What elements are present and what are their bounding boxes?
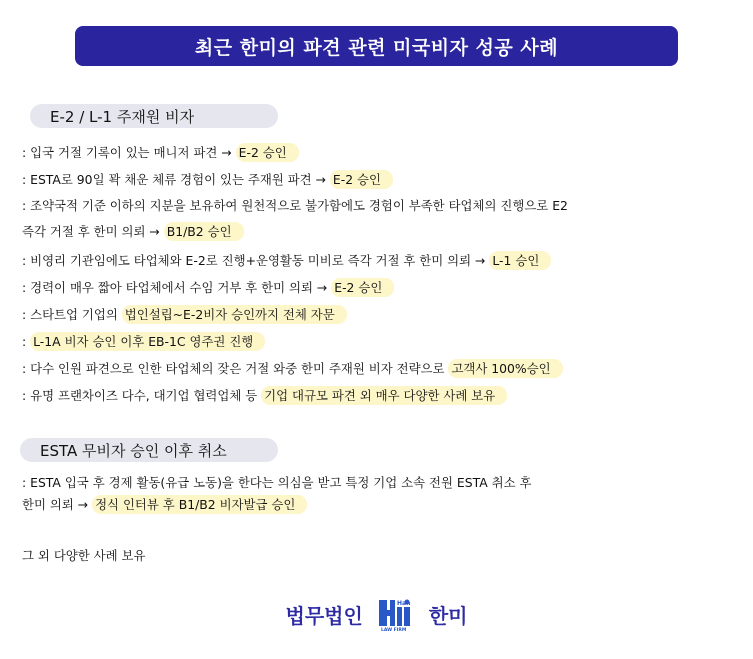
list-item: : 유명 프랜차이즈 다수, 대기업 협력업체 등 기업 대규모 파견 외 매우 다양한 사례 보유 — [22, 387, 507, 404]
highlight: E-2 승인 — [236, 143, 299, 162]
list-item: : 다수 인원 파견으로 인한 타업체의 잦은 거절 와중 한미 주재원 비자 전략으로 고객사 100%승인 — [22, 360, 563, 377]
list-item: : ESTA로 90일 꽉 채운 체류 경험이 있는 주재원 파견 → E-2 승인 — [22, 171, 393, 188]
firm-name: 한미 — [428, 603, 468, 628]
svg-text:Han: Han — [396, 600, 411, 607]
highlight: E-2 승인 — [331, 278, 394, 297]
esta-line-2: 한미 의뢰 → 정식 인터뷰 후 B1/B2 비자발급 승인 — [22, 496, 307, 513]
highlight: 고객사 100%승인 — [448, 359, 562, 378]
highlight: B1/B2 승인 — [164, 222, 244, 241]
banner-title: 최근 한미의 파견 관련 미국비자 성공 사례 — [194, 36, 559, 59]
closing-text: 그 외 다양한 사례 보유 — [22, 548, 146, 563]
highlight: 기업 대규모 파견 외 매우 다양한 사례 보유 — [261, 386, 507, 405]
footer-brand — [0, 594, 753, 634]
list-item: : L-1A 비자 승인 이후 EB-1C 영주권 진행 — [22, 333, 265, 350]
list-item: : 경력이 매우 짧아 타업체에서 수임 거부 후 한미 의뢰 → E-2 승인 — [22, 279, 394, 296]
list-item: 즉각 거절 후 한미 의뢰 → B1/B2 승인 — [22, 223, 244, 240]
list-item: : 조약국적 기준 이하의 지분을 보유하여 원천적으로 불가함에도 경험이 부족한 타업체의 진행으로 E2 — [22, 198, 568, 213]
section-heading-label: E-2 / L-1 주재원 비자 — [50, 107, 195, 126]
highlight: E-2 승인 — [330, 170, 393, 189]
section-heading-e2-l1 — [30, 104, 278, 128]
highlight: L-1A 비자 승인 이후 EB-1C 영주권 진행 — [30, 332, 265, 351]
svg-text:LAW FIRM: LAW FIRM — [380, 628, 407, 632]
firm-label: 법무법인 — [285, 603, 363, 628]
highlight: L-1 승인 — [489, 251, 551, 270]
list-item: : 입국 거절 기록이 있는 매니저 파견 → E-2 승인 — [22, 144, 299, 161]
list-item: : 비영리 기관임에도 타업체와 E-2로 진행+운영활동 미비로 즉각 거절 후 한미 의뢰 → L-1 승인 — [22, 252, 551, 269]
hanmi-logo-icon — [377, 596, 413, 632]
section-heading-esta — [20, 438, 278, 462]
highlight: 법인설립~E-2비자 승인까지 전체 자문 — [122, 305, 347, 324]
highlight: 정식 인터뷰 후 B1/B2 비자발급 승인 — [92, 495, 307, 514]
page-banner — [75, 26, 678, 66]
list-item: : 스타트업 기업의 법인설립~E-2비자 승인까지 전체 자문 — [22, 306, 347, 323]
esta-line-1: : ESTA 입국 후 경제 활동(유급 노동)을 한다는 의심을 받고 특정 기업 소속 전원 ESTA 취소 후 — [22, 475, 532, 490]
section-heading-label: ESTA 무비자 승인 이후 취소 — [40, 441, 227, 460]
